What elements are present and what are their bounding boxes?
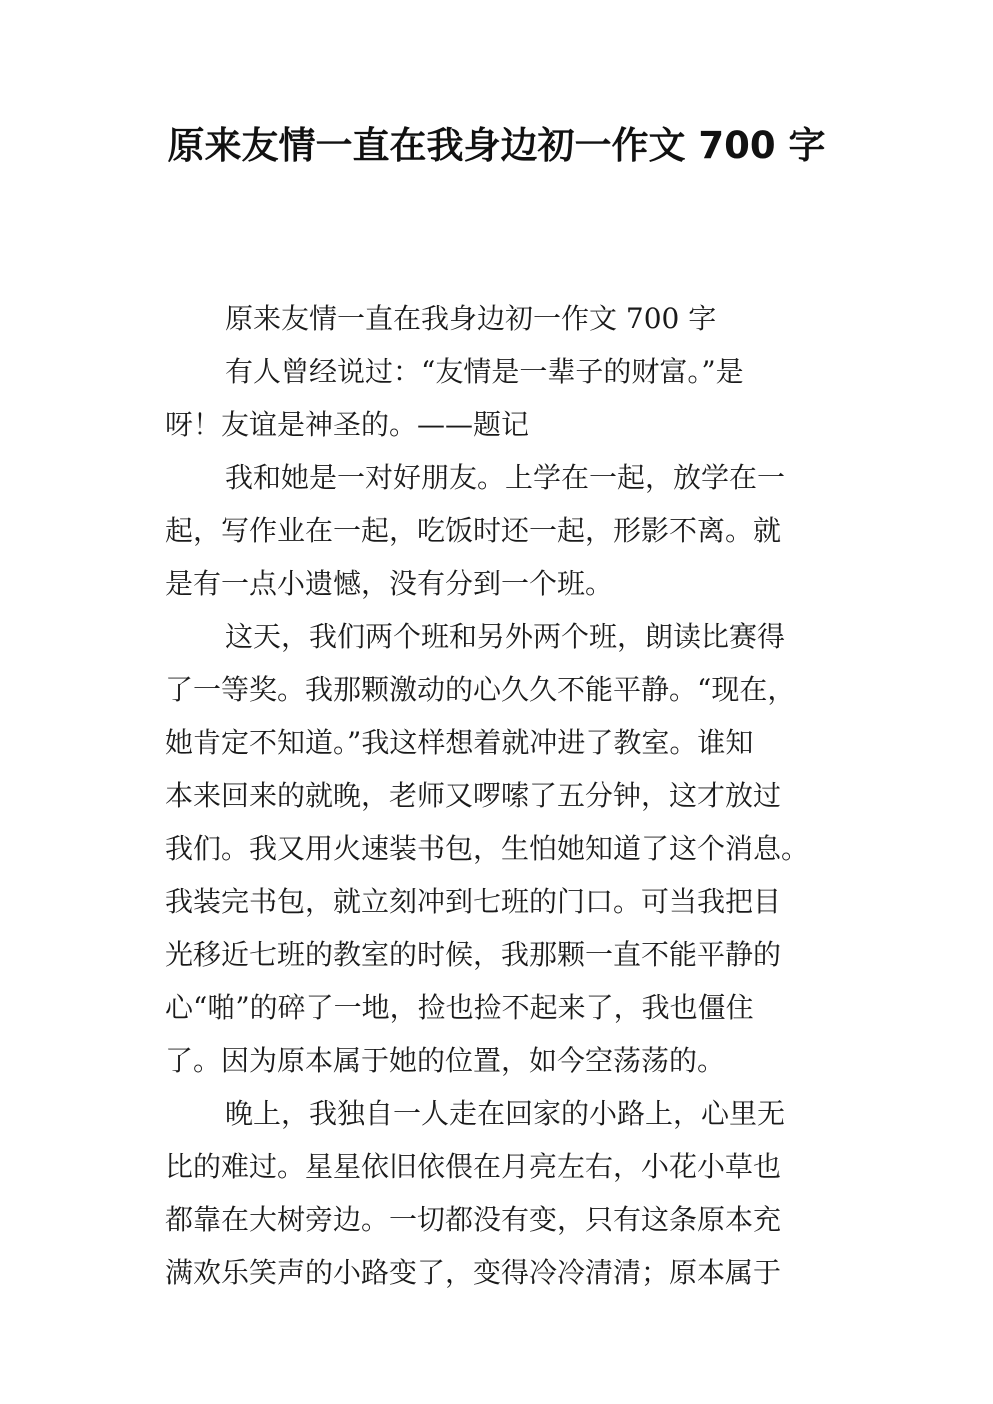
document-body bbox=[165, 292, 845, 1299]
body-line: 我装完书包，就立刻冲到七班的门口。可当我把目 bbox=[165, 885, 782, 918]
body-line: 原来友情一直在我身边初一作文 700 字 bbox=[225, 302, 717, 335]
body-line: 晚上，我独自一人走在回家的小路上，心里无 bbox=[225, 1097, 786, 1130]
body-line: 起，写作业在一起，吃饭时还一起，形影不离。就 bbox=[165, 514, 782, 547]
body-line: 光移近七班的教室的时候，我那颗一直不能平静的 bbox=[165, 938, 782, 971]
body-line: 有人曾经说过：“友情是一辈子的财富。”是 bbox=[225, 355, 744, 388]
body-line: 都靠在大树旁边。一切都没有变，只有这条原本充 bbox=[165, 1203, 782, 1236]
body-line: 比的难过。星星依旧依偎在月亮左右，小花小草也 bbox=[165, 1150, 782, 1183]
document-title: 原来友情一直在我身边初一作文 700 字 bbox=[167, 124, 826, 167]
body-line: 本来回来的就晚，老师又啰嗦了五分钟，这才放过 bbox=[165, 779, 782, 812]
body-line: 是有一点小遗憾，没有分到一个班。 bbox=[165, 567, 614, 600]
body-line: 满欢乐笑声的小路变了，变得冷冷清清；原本属于 bbox=[165, 1256, 782, 1289]
body-line: 了一等奖。我那颗激动的心久久不能平静。“现在， bbox=[165, 673, 796, 706]
body-line: 心“啪”的碎了一地，捡也捡不起来了，我也僵住 bbox=[165, 991, 754, 1024]
body-line: 我和她是一对好朋友。上学在一起，放学在一 bbox=[225, 461, 786, 494]
body-line: 了。因为原本属于她的位置，如今空荡荡的。 bbox=[165, 1044, 726, 1077]
body-line: 这天，我们两个班和另外两个班，朗读比赛得 bbox=[225, 620, 786, 653]
body-line: 我们。我又用火速装书包，生怕她知道了这个消息。 bbox=[165, 832, 810, 865]
body-line: 呀！友谊是神圣的。——题记 bbox=[165, 408, 530, 441]
body-line: 她肯定不知道。”我这样想着就冲进了教室。谁知 bbox=[165, 726, 754, 759]
